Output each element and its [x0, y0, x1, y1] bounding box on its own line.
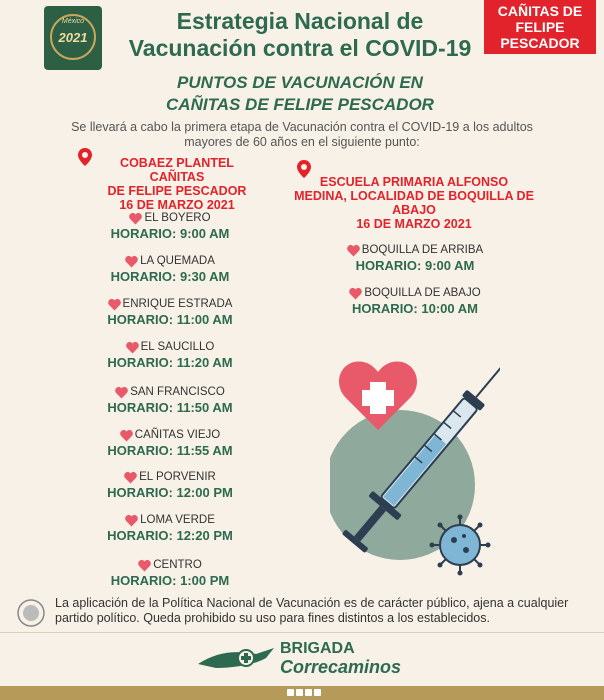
- stop-name: CENTRO: [153, 559, 202, 571]
- roadrunner-icon: [196, 642, 276, 676]
- badge-line-2: FELIPE: [515, 19, 565, 35]
- logo-year: 2021: [58, 30, 88, 45]
- location-badge: [484, 0, 596, 54]
- brigada-correcaminos-logo: [196, 640, 416, 680]
- stop-time: HORARIO: 12:00 PM: [107, 485, 233, 500]
- stop-time: HORARIO: 11:20 AM: [107, 355, 233, 370]
- stop-name: LA QUEMADA: [140, 255, 215, 267]
- venue-1-date: 16 DE MARZO 2021: [119, 198, 235, 212]
- list-item: [90, 296, 250, 328]
- heart-icon: [108, 298, 121, 311]
- logo-caption: México: [61, 18, 85, 25]
- list-item: [90, 427, 250, 459]
- footer-divider: [0, 632, 604, 633]
- stop-name: ENRIQUE ESTRADA: [122, 298, 233, 310]
- list-item: [90, 253, 250, 285]
- brand-line-2: Correcaminos: [280, 657, 402, 677]
- list-item: [90, 384, 250, 416]
- heart-icon: [115, 386, 128, 399]
- heart-icon: [125, 514, 138, 527]
- list-item: [90, 557, 250, 589]
- title-line-1: Estrategia Nacional de: [176, 8, 424, 34]
- page-title: [115, 8, 485, 62]
- stop-name: CAÑITAS VIEJO: [134, 429, 221, 441]
- venue-2-date: 16 DE MARZO 2021: [356, 217, 472, 231]
- badge-line-3: PESCADOR: [500, 35, 580, 51]
- heart-icon: [347, 244, 360, 257]
- list-item: [90, 339, 250, 371]
- venue-2-line-3: ABAJO: [392, 203, 436, 217]
- venue-2-line-1: ESCUELA PRIMARIA ALFONSO: [319, 175, 509, 189]
- title-line-2: Vacunación contra el COVID-19: [128, 35, 472, 61]
- stop-name: BOQUILLA DE ARRIBA: [361, 244, 484, 256]
- venue-1-line-2: DE FELIPE PESCADOR: [107, 184, 247, 198]
- social-icons: [287, 689, 321, 697]
- stop-name: LOMA VERDE: [140, 514, 215, 526]
- heart-icon: [138, 559, 151, 572]
- list-item: [90, 469, 250, 501]
- stop-time: HORARIO: 11:00 AM: [107, 312, 233, 327]
- badge-line-1: CAÑITAS DE: [497, 3, 583, 19]
- legal-notice: La aplicación de la Política Nacional de Vacunación es de carácter público, ajena a cualquier partido político. Queda prohibido su uso para fines distintos a los establecidos.: [55, 596, 569, 625]
- venue-1-heading: [92, 156, 262, 212]
- location-pin-icon: [78, 148, 92, 166]
- stop-name: EL SAUCILLO: [140, 341, 215, 353]
- subtitle-line-1: PUNTOS DE VACUNACIÓN EN: [177, 73, 423, 92]
- twitter-icon[interactable]: [296, 689, 303, 696]
- list-item: [90, 512, 250, 544]
- heart-icon: [125, 255, 138, 268]
- heart-icon: [129, 212, 142, 225]
- stop-name: EL BOYERO: [144, 212, 211, 224]
- heart-icon: [349, 287, 362, 300]
- subtitle-line-2: CAÑITAS DE FELIPE PESCADOR: [166, 95, 434, 114]
- stop-name: BOQUILLA DE ABAJO: [364, 287, 481, 299]
- list-item: [320, 285, 510, 317]
- list-item: [90, 210, 250, 242]
- government-seal-icon: [16, 598, 46, 628]
- facebook-icon[interactable]: [287, 689, 294, 696]
- venue-2-line-2: MEDINA, LOCALIDAD DE BOQUILLA DE: [294, 189, 534, 203]
- heart-icon: [120, 429, 133, 442]
- stop-time: HORARIO: 11:50 AM: [107, 400, 233, 415]
- brand-line-1: BRIGADA: [280, 640, 355, 657]
- stop-time: HORARIO: 9:30 AM: [110, 269, 230, 284]
- instagram-icon[interactable]: [305, 689, 312, 696]
- youtube-icon[interactable]: [314, 689, 321, 696]
- venue-2-heading: [292, 175, 536, 231]
- stop-time: HORARIO: 10:00 AM: [352, 301, 478, 316]
- list-item: [320, 242, 510, 274]
- stop-time: HORARIO: 9:00 AM: [110, 226, 230, 241]
- mexico-2021-logo: [44, 6, 102, 70]
- heart-icon: [126, 341, 139, 354]
- vaccine-illustration: [330, 320, 500, 580]
- intro-text: Se llevará a cabo la primera etapa de Vacunación contra el COVID-19 a los adultos mayores de 60 años en el siguiente punto:: [71, 120, 533, 149]
- page-subtitle: [120, 72, 480, 116]
- venue-1-line-1: COBAEZ PLANTEL CAÑITAS: [120, 156, 234, 184]
- stop-name: SAN FRANCISCO: [130, 386, 225, 398]
- stop-name: EL PORVENIR: [139, 471, 216, 483]
- stop-time: HORARIO: 12:20 PM: [107, 528, 233, 543]
- virus-icon: [430, 515, 491, 576]
- stop-time: HORARIO: 11:55 AM: [107, 443, 233, 458]
- heart-icon: [124, 471, 137, 484]
- stop-time: HORARIO: 1:00 PM: [110, 573, 230, 588]
- stop-time: HORARIO: 9:00 AM: [355, 258, 475, 273]
